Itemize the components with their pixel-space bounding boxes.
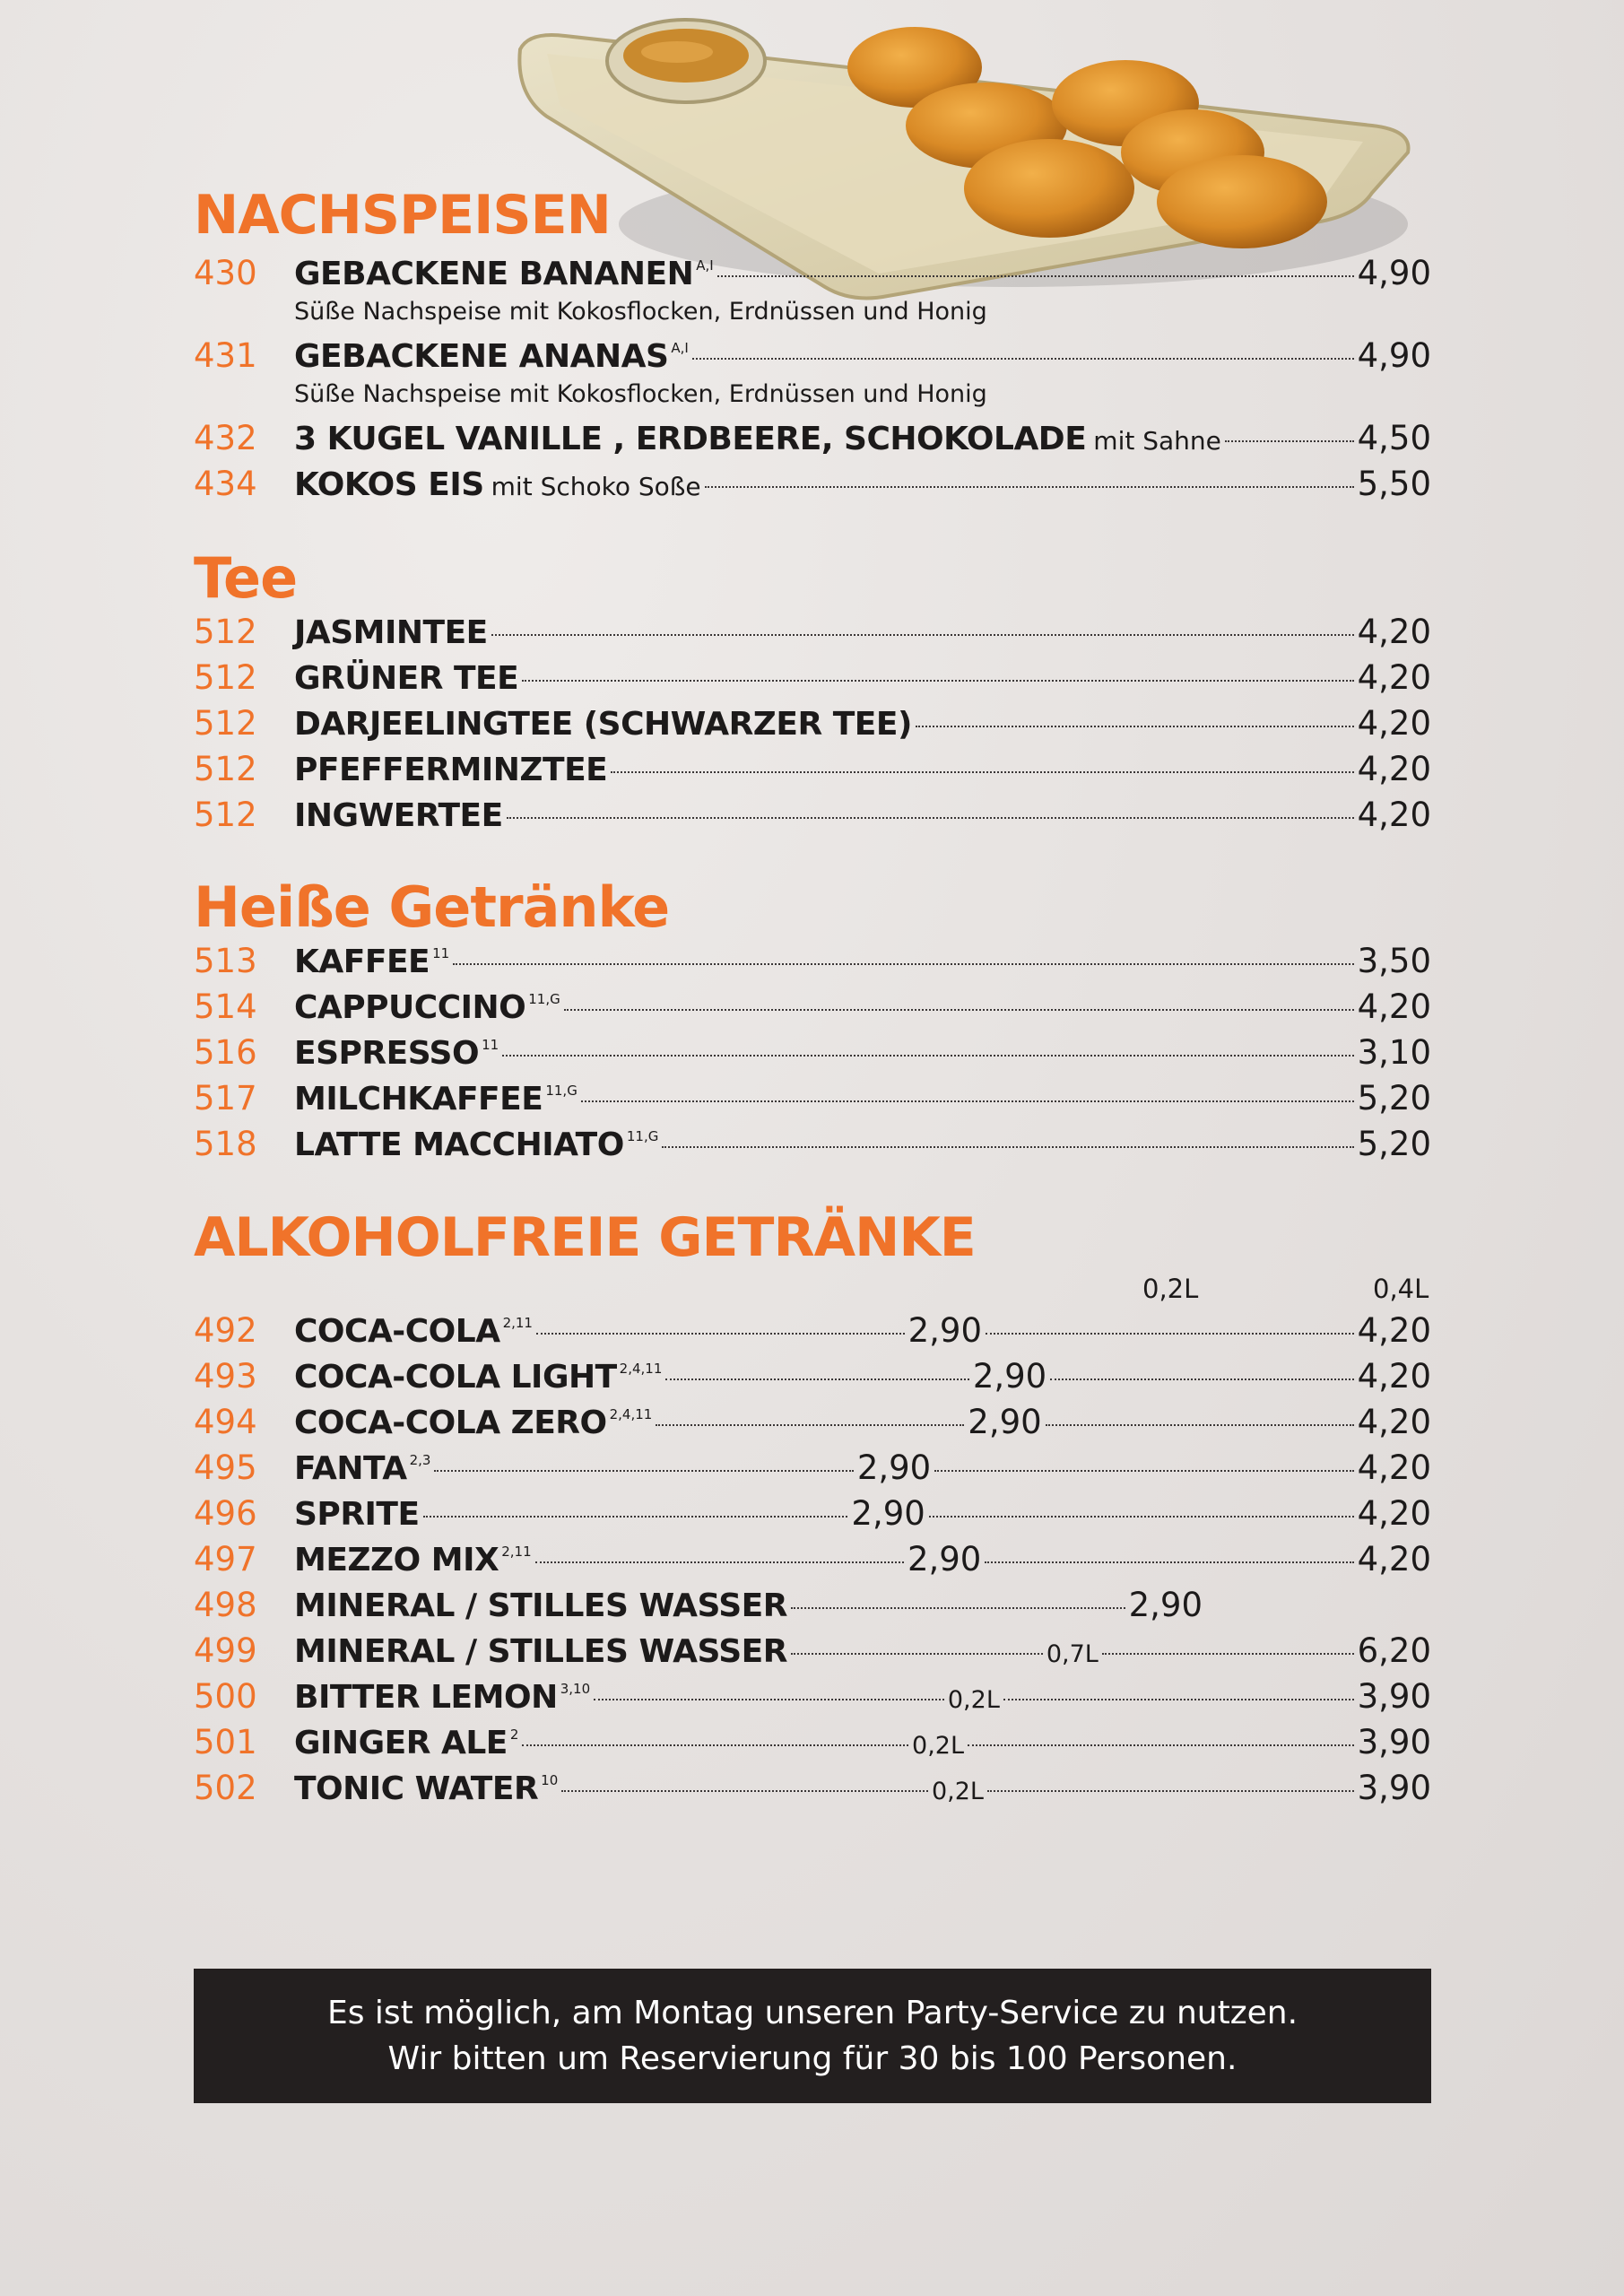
item-name: GEBACKENE ANANAS (294, 338, 669, 375)
leader-dots (594, 1699, 944, 1700)
price: 3,90 (1357, 1723, 1431, 1761)
price-large: 4,20 (1357, 1403, 1431, 1441)
menu-row (194, 939, 1431, 984)
price-large: 4,20 (1357, 1448, 1431, 1487)
price: 3,10 (1357, 1033, 1431, 1072)
item-line (294, 701, 1431, 746)
price: 5,20 (1357, 1079, 1431, 1118)
leader-dots (611, 771, 1353, 773)
price-small: 2,90 (1128, 1586, 1203, 1624)
item-number: 502 (194, 1769, 257, 1807)
menu-row (194, 462, 1431, 507)
price: 5,20 (1357, 1125, 1431, 1163)
item-name: BITTER LEMON (294, 1679, 558, 1716)
leader-dots (535, 1561, 904, 1563)
item-number: 431 (194, 336, 257, 375)
item-line (294, 747, 1431, 792)
leader-dots (564, 1009, 1354, 1011)
item-line (294, 416, 1431, 461)
size-label: 0,7L (1046, 1640, 1099, 1668)
leader-dots (1046, 1424, 1354, 1426)
section-title: Heiße Getränke (194, 874, 670, 940)
price: 4,20 (1357, 613, 1431, 651)
item-name: GEBACKENE BANANEN (294, 256, 694, 292)
item-line (294, 1446, 1431, 1491)
leader-dots (423, 1516, 848, 1518)
leader-dots (705, 486, 1354, 488)
item-number: 513 (194, 942, 257, 980)
menu-row (194, 1492, 1431, 1536)
item-line (294, 1354, 1431, 1399)
allergen-codes: 2,3 (409, 1452, 431, 1468)
leader-dots (507, 817, 1354, 819)
item-line (294, 1031, 1431, 1075)
item-line (294, 462, 1431, 507)
item-name: GRÜNER TEE (294, 660, 519, 697)
menu-row (194, 1122, 1431, 1167)
leader-dots (536, 1333, 905, 1335)
menu-row (194, 334, 1431, 408)
item-name: COCA-COLA (294, 1313, 500, 1350)
price: 4,20 (1357, 704, 1431, 743)
item-number: 497 (194, 1540, 257, 1578)
leader-dots (985, 1561, 1353, 1563)
item-number: 434 (194, 465, 257, 503)
leader-dots (1003, 1699, 1354, 1700)
size-label: 0,2L (947, 1686, 1000, 1714)
item-suffix: mit Sahne (1093, 426, 1221, 456)
price-small: 2,90 (968, 1403, 1042, 1441)
item-name: MILCHKAFFEE (294, 1081, 543, 1118)
allergen-codes: 11 (432, 945, 450, 961)
menu-row (194, 701, 1431, 746)
item-suffix: mit Schoko Soße (491, 472, 701, 501)
leader-dots (929, 1516, 1354, 1518)
menu-row (194, 1354, 1431, 1399)
leader-dots (1225, 440, 1354, 442)
section-title: ALKOHOLFREIE GETRÄNKE (194, 1206, 976, 1269)
item-number: 512 (194, 613, 257, 651)
item-line (294, 1492, 1431, 1536)
item-name: COCA-COLA ZERO (294, 1405, 607, 1441)
menu-row (194, 416, 1431, 461)
item-name: INGWERTEE (294, 797, 503, 834)
item-line (294, 656, 1431, 700)
item-name: JASMINTEE (294, 614, 488, 651)
item-number: 493 (194, 1357, 257, 1396)
banner-line-2: Wir bitten um Reservierung für 30 bis 100 Personen. (387, 2040, 1238, 2077)
allergen-codes: A,I (696, 257, 714, 274)
item-line (294, 251, 1431, 296)
menu-row (194, 1720, 1431, 1765)
leader-dots (522, 1744, 908, 1746)
item-name: DARJEELINGTEE (SCHWARZER TEE) (294, 706, 912, 743)
price: 3,50 (1357, 942, 1431, 980)
item-description: Süße Nachspeise mit Kokosflocken, Erdnüssen und Honig (294, 380, 987, 408)
dessert-section (194, 184, 1431, 247)
leader-dots (453, 963, 1353, 965)
menu-row (194, 1400, 1431, 1445)
soft-drinks-section (194, 1206, 1431, 1269)
allergen-codes: A,I (671, 340, 689, 356)
item-name: PFEFFERMINZTEE (294, 752, 608, 788)
item-number: 501 (194, 1723, 257, 1761)
size-label: 0,2L (931, 1778, 984, 1805)
item-name: ESPRESSO (294, 1035, 480, 1072)
item-name: CAPPUCCINO (294, 989, 526, 1026)
item-line (294, 1537, 1431, 1582)
item-name: KOKOS EIS (294, 466, 484, 503)
price: 5,50 (1357, 465, 1431, 503)
leader-dots (434, 1470, 853, 1472)
item-line (294, 939, 1431, 984)
item-number: 432 (194, 419, 257, 457)
item-line (294, 1122, 1431, 1167)
item-number: 499 (194, 1631, 257, 1670)
item-line (294, 1400, 1431, 1445)
leader-dots (968, 1744, 1354, 1746)
menu-row (194, 1446, 1431, 1491)
item-number: 512 (194, 750, 257, 788)
item-name: TONIC WATER (294, 1770, 539, 1807)
price: 4,20 (1357, 750, 1431, 788)
menu-row (194, 1076, 1431, 1121)
price-small: 2,90 (856, 1448, 932, 1487)
leader-dots (1050, 1378, 1353, 1380)
leader-dots (987, 1790, 1354, 1792)
price-large: 4,20 (1357, 1311, 1432, 1350)
allergen-codes: 3,10 (560, 1681, 591, 1697)
menu-row (194, 656, 1431, 700)
item-number: 512 (194, 704, 257, 743)
item-description: Süße Nachspeise mit Kokosflocken, Erdnüssen und Honig (294, 298, 987, 326)
item-number: 492 (194, 1311, 257, 1350)
menu-row (194, 747, 1431, 792)
hot-drinks-section (194, 876, 1431, 939)
menu-row (194, 1766, 1431, 1811)
leader-dots (916, 726, 1354, 727)
item-line (294, 334, 1431, 378)
item-line (294, 1583, 1431, 1628)
leader-dots (1102, 1653, 1354, 1655)
leader-dots (986, 1333, 1354, 1335)
menu-row (194, 610, 1431, 655)
item-line (294, 1766, 1431, 1811)
item-name: MINERAL / STILLES WASSER (294, 1587, 787, 1624)
item-number: 514 (194, 987, 257, 1026)
item-number: 516 (194, 1033, 257, 1072)
item-name: FANTA (294, 1450, 407, 1487)
item-line (294, 1720, 1431, 1765)
menu-row (194, 1629, 1431, 1674)
size-large-header: 0,4L (1373, 1274, 1429, 1304)
item-name: COCA-COLA LIGHT (294, 1359, 617, 1396)
price: 4,20 (1357, 658, 1431, 697)
menu-row (194, 1309, 1431, 1353)
leader-dots (665, 1378, 968, 1380)
item-line (294, 1076, 1431, 1121)
price-large: 4,20 (1357, 1540, 1432, 1578)
section-title: Tee (194, 545, 298, 611)
leader-dots (692, 358, 1354, 360)
item-number: 512 (194, 658, 257, 697)
size-label: 0,2L (912, 1732, 964, 1760)
price: 4,50 (1357, 419, 1431, 457)
party-service-banner (194, 1969, 1431, 2103)
menu-row (194, 1537, 1431, 1582)
price-small: 2,90 (908, 1311, 982, 1350)
menu-row (194, 251, 1431, 326)
menu-row (194, 1031, 1431, 1075)
leader-dots (934, 1470, 1353, 1472)
allergen-codes: 11,G (528, 991, 560, 1007)
item-line (294, 793, 1431, 838)
item-line (294, 985, 1431, 1030)
item-number: 498 (194, 1586, 257, 1624)
item-number: 495 (194, 1448, 257, 1487)
item-name: SPRITE (294, 1496, 420, 1533)
price: 3,90 (1357, 1769, 1432, 1807)
item-line (294, 610, 1431, 655)
item-name: LATTE MACCHIATO (294, 1126, 624, 1163)
item-line (294, 1629, 1431, 1674)
item-number: 512 (194, 796, 257, 834)
allergen-codes: 2,11 (502, 1315, 533, 1331)
price-small: 2,90 (907, 1540, 982, 1578)
leader-dots (502, 1055, 1353, 1057)
item-line (294, 1309, 1431, 1353)
leader-dots (656, 1424, 964, 1426)
item-number: 517 (194, 1079, 257, 1118)
item-number: 494 (194, 1403, 257, 1441)
allergen-codes: 11 (482, 1037, 499, 1053)
leader-dots (561, 1790, 928, 1792)
price: 4,90 (1357, 254, 1431, 292)
price-small: 2,90 (972, 1357, 1047, 1396)
banner-line-1: Es ist möglich, am Montag unseren Party-Service zu nutzen. (326, 1995, 1298, 2031)
leader-dots (662, 1146, 1353, 1148)
size-header (194, 1271, 1431, 1307)
leader-dots (522, 680, 1353, 682)
item-name: 3 KUGEL VANILLE , ERDBEERE, SCHOKOLADE (294, 421, 1087, 457)
allergen-codes: 11,G (626, 1128, 659, 1144)
leader-dots (581, 1100, 1354, 1102)
price-large: 4,20 (1357, 1357, 1432, 1396)
section-title: NACHSPEISEN (194, 184, 611, 247)
leader-dots (791, 1653, 1043, 1655)
item-name: GINGER ALE (294, 1725, 508, 1761)
item-number: 518 (194, 1125, 257, 1163)
item-name: MINERAL / STILLES WASSER (294, 1633, 787, 1670)
price: 3,90 (1357, 1677, 1431, 1716)
allergen-codes: 11,G (545, 1083, 578, 1099)
tea-section (194, 547, 1431, 610)
allergen-codes: 2 (509, 1726, 519, 1743)
allergen-codes: 2,4,11 (619, 1361, 663, 1377)
price: 4,90 (1357, 336, 1431, 375)
item-line (294, 1674, 1431, 1719)
price: 4,20 (1357, 796, 1431, 834)
allergen-codes: 2,11 (501, 1544, 532, 1560)
item-number: 496 (194, 1494, 257, 1533)
menu-row (194, 985, 1431, 1030)
allergen-codes: 10 (541, 1772, 559, 1788)
price: 6,20 (1357, 1631, 1431, 1670)
leader-dots (491, 634, 1354, 636)
menu-row (194, 1583, 1431, 1628)
item-name: KAFFEE (294, 944, 430, 980)
menu-row (194, 793, 1431, 838)
allergen-codes: 2,4,11 (609, 1406, 653, 1422)
menu-row (194, 1674, 1431, 1719)
leader-dots (791, 1607, 1125, 1609)
item-number: 500 (194, 1677, 257, 1716)
price: 4,20 (1357, 987, 1431, 1026)
price-large: 4,20 (1357, 1494, 1432, 1533)
item-number: 430 (194, 254, 257, 292)
price-small: 2,90 (851, 1494, 925, 1533)
item-name: MEZZO MIX (294, 1542, 499, 1578)
size-small-header: 0,2L (1142, 1274, 1199, 1304)
leader-dots (717, 275, 1354, 277)
